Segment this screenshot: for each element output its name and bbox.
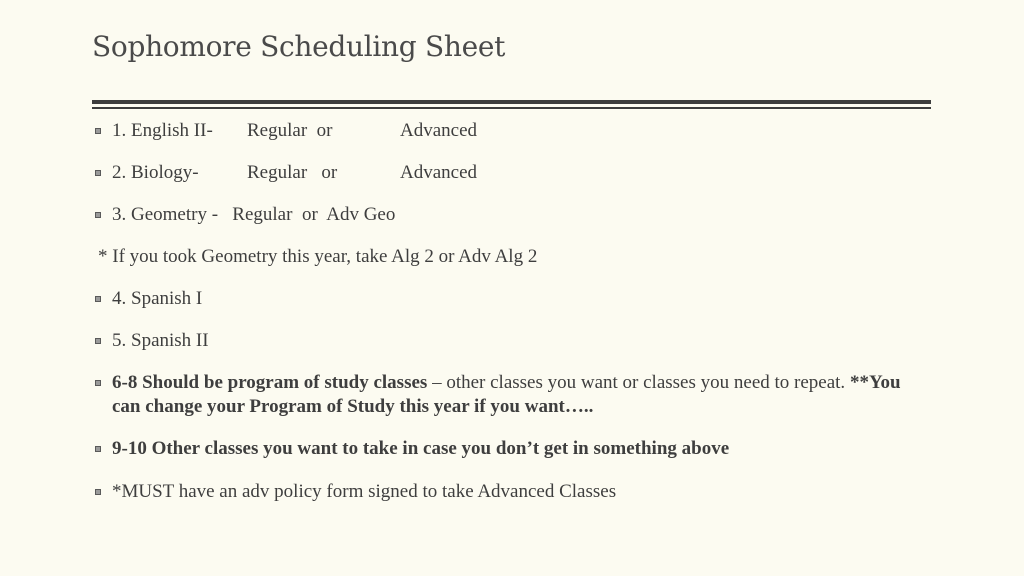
bullet-icon	[95, 296, 101, 302]
title-divider-thin	[92, 107, 931, 109]
course-option-regular: Regular or	[247, 120, 333, 141]
course-text: 3. Geometry - Regular or Adv Geo	[112, 204, 396, 225]
program-text	[112, 371, 902, 419]
title-divider-thick	[92, 100, 931, 104]
course-option-advanced: Advanced	[400, 162, 478, 183]
bullet-icon	[95, 170, 101, 176]
bullet-icon	[95, 212, 101, 218]
policy-text: *MUST have an adv policy form signed to take Advanced Classes	[112, 481, 617, 502]
program-bold-tail: **You can change your Program of Study this year if you want…..	[112, 372, 901, 417]
bullet-icon	[95, 338, 101, 344]
course-name: 2. Biology-	[112, 162, 199, 183]
program-bold-lead: 6-8 Should be program of study classes	[112, 372, 428, 393]
course-option-advanced: Advanced	[400, 120, 478, 141]
bullet-icon	[95, 489, 101, 495]
note-text: * If you took Geometry this year, take Alg 2 or Adv Alg 2	[98, 246, 538, 267]
bullet-icon	[95, 128, 101, 134]
other-classes-text: 9-10 Other classes you want to take in case you don’t get in something above	[112, 438, 730, 459]
course-name: 1. English II-	[112, 120, 213, 141]
page-title: Sophomore Scheduling Sheet	[92, 30, 506, 63]
course-text: 5. Spanish II	[112, 330, 209, 351]
course-text: 4. Spanish I	[112, 288, 203, 309]
course-option-regular: Regular or	[247, 162, 338, 183]
program-rest: – other classes you want or classes you need to repeat.	[427, 372, 850, 393]
bullet-icon	[95, 446, 101, 452]
bullet-icon	[95, 380, 101, 386]
